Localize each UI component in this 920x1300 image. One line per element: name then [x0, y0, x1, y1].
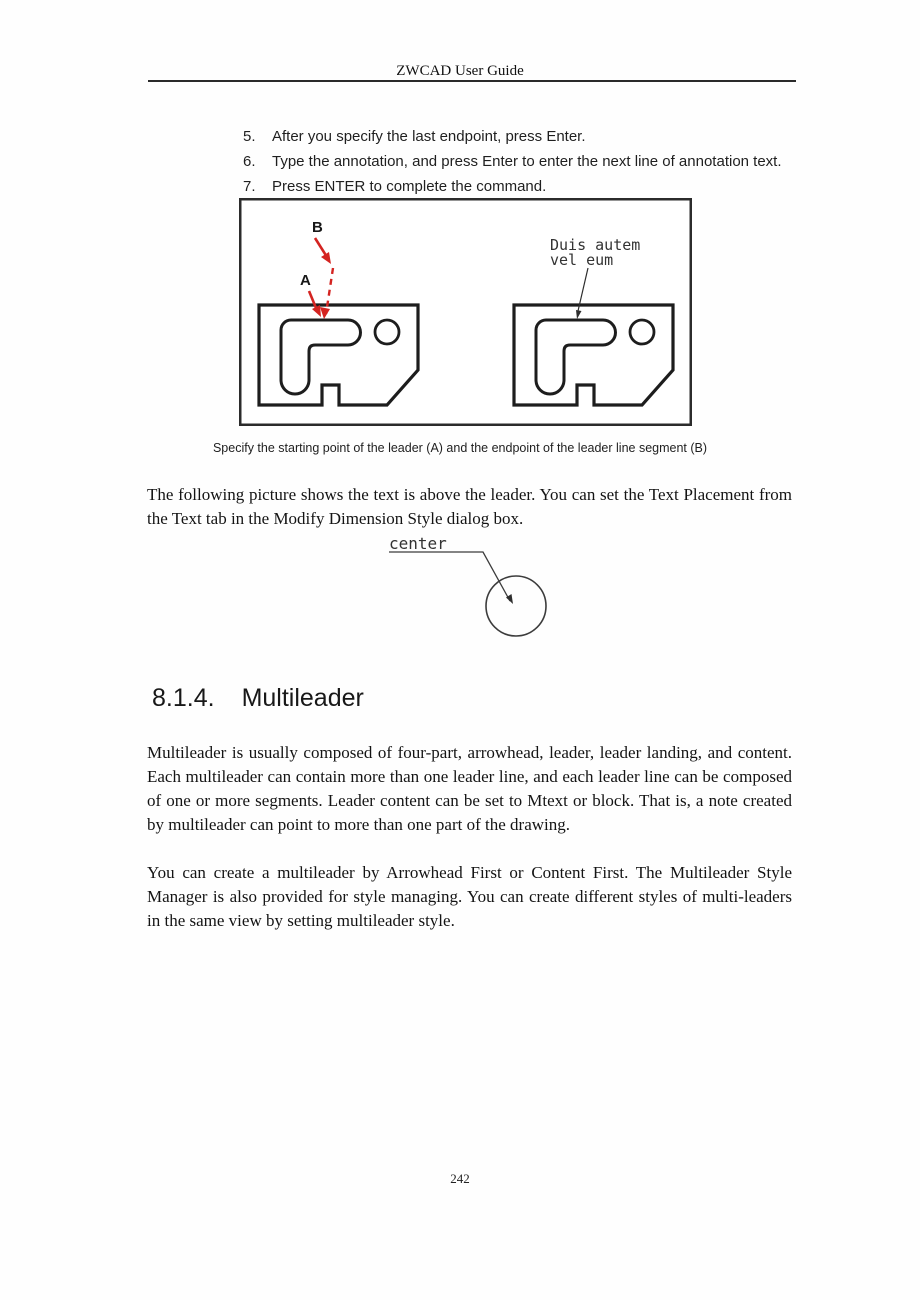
page-number: 242 — [450, 1171, 470, 1186]
target-circle — [486, 576, 546, 636]
section-number: 8.1.4. — [152, 684, 215, 712]
figure-border — [240, 199, 691, 425]
text-above-leader-figure — [380, 530, 560, 650]
numbered-steps — [243, 124, 803, 199]
step-text: Press ENTER to complete the command. — [272, 178, 547, 195]
step-item — [243, 174, 803, 199]
header-rule — [148, 80, 796, 82]
label-b: B — [312, 219, 323, 236]
label-a: A — [300, 272, 311, 289]
step-item — [243, 124, 803, 149]
section-title: Multileader — [241, 684, 364, 712]
step-number: 5. — [243, 128, 256, 145]
header-title: ZWCAD User Guide — [396, 63, 524, 79]
paragraph-multileader-create: You can create a multileader by Arrowhead First or Content First. The Multileader Style Manager is also provided for style managing. You can create different styles of multi-leaders in the same view by setting multileader style. — [147, 863, 792, 930]
center-label: center — [389, 534, 447, 553]
step-item — [243, 149, 803, 174]
step-number: 6. — [243, 153, 256, 170]
paragraph-multileader-intro: Multileader is usually composed of four-part, arrowhead, leader, leader landing, and content. Each multileader can contain more than one leader line, and each leader line can be composed of one or more segments. Leader content can be set to Mtext or block. That is, a note created by multileader can point to more than one part of the drawing. — [147, 743, 792, 834]
step-text: After you specify the last endpoint, press Enter. — [272, 128, 586, 145]
step-number: 7. — [243, 178, 256, 195]
section-heading — [152, 685, 364, 713]
center-leader-line — [389, 552, 510, 601]
paragraph-text-placement: The following picture shows the text is above the leader. You can set the Text Placement from the Text tab in the Modify Dimension Style dialog box. — [147, 485, 792, 528]
step-text: Type the annotation, and press Enter to enter the next line of annotation text. — [272, 153, 782, 170]
figure-caption: Specify the starting point of the leader (A) and the endpoint of the leader line segment (B) — [212, 441, 708, 455]
leader-example-figure — [239, 198, 692, 426]
annotation-text-line2: vel eum — [550, 251, 614, 269]
annotation-text-line1: Duis autem — [550, 236, 641, 254]
